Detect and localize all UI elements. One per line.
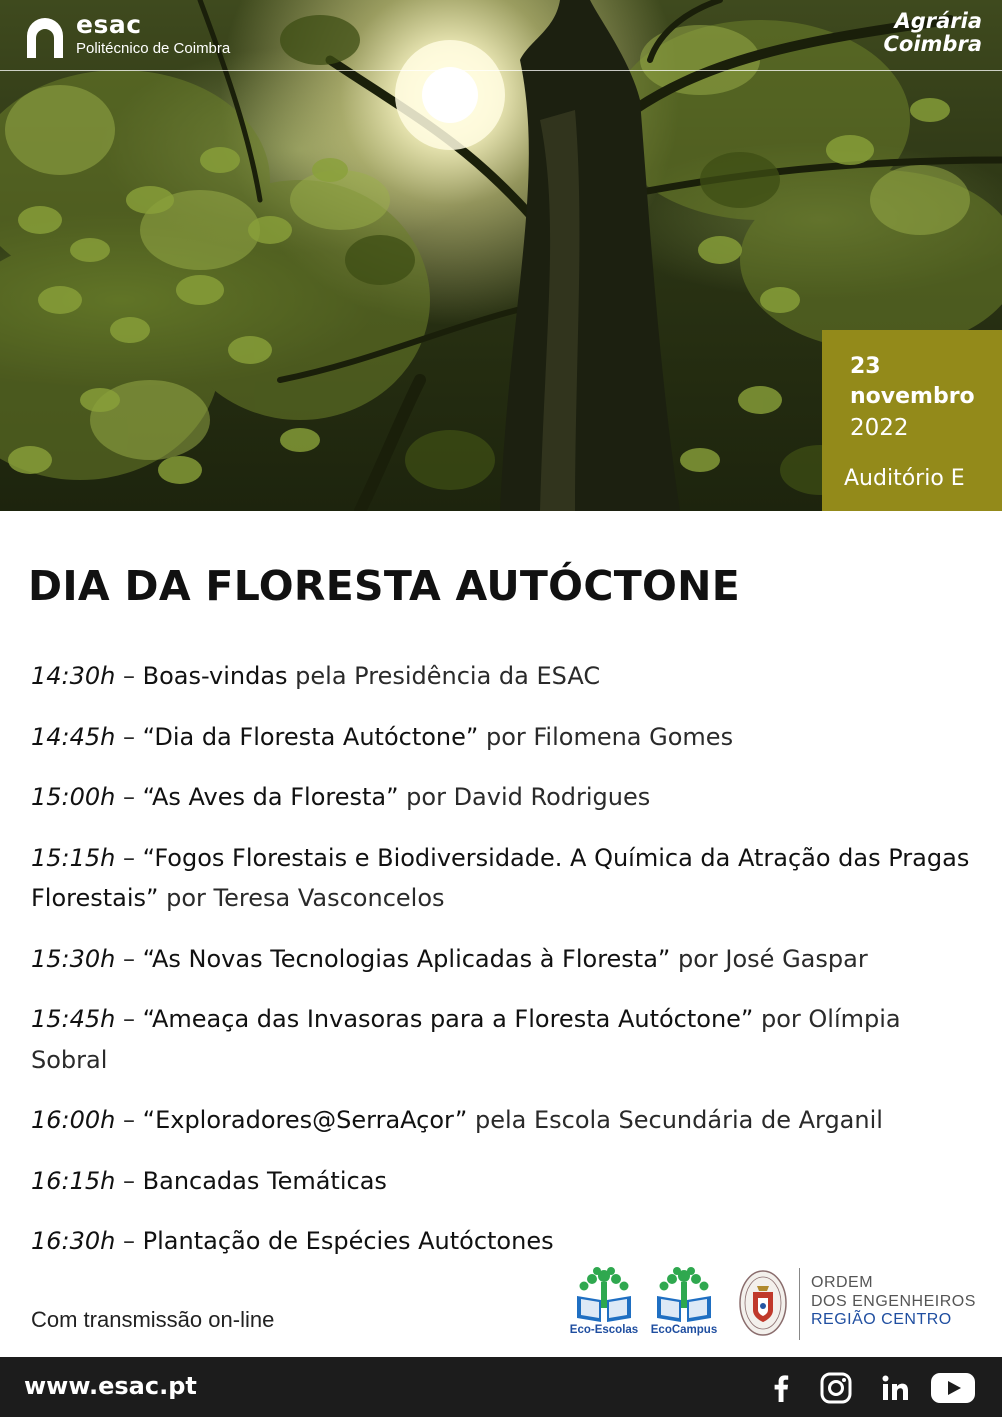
program-item (31, 1161, 971, 1202)
program-time: 14:30h (31, 662, 116, 690)
program-time: 16:15h (31, 1166, 116, 1195)
program-item (31, 999, 971, 1080)
ordem-line2: DOS ENGENHEIROS (811, 1292, 976, 1310)
program-item (31, 1221, 971, 1262)
program-speaker: por José Gaspar (670, 944, 868, 973)
esac-logo-text (76, 12, 230, 59)
ecocampus-tree-icon (653, 1266, 715, 1324)
program-item (31, 717, 971, 758)
event-date-box (822, 330, 1002, 511)
program-speaker: pela Escola Secundária de Arganil (467, 1106, 883, 1134)
esac-logo[interactable] (24, 12, 230, 59)
program-topic: Bancadas Temáticas (142, 1166, 387, 1195)
program-item (31, 1100, 971, 1141)
program-item (31, 939, 971, 980)
program-time: 15:15h (31, 843, 116, 872)
program-list (31, 656, 971, 1282)
program-time: 16:30h (31, 1227, 116, 1255)
program-speaker: pela Presidência da ESAC (287, 662, 601, 690)
program-separator: – (115, 944, 143, 973)
program-speaker: por David Rodrigues (398, 783, 651, 811)
ecocampus-logo[interactable] (646, 1266, 722, 1336)
transmission-note: Com transmissão on-line (31, 1307, 275, 1332)
program-item (31, 777, 971, 818)
youtube-icon[interactable] (928, 1371, 978, 1405)
program-topic: “Ameaça das Invasoras para a Floresta Autóctone” (142, 1005, 754, 1033)
program-topic: “Fogos Florestais e Biodiversidade. A Química da Atração das Pragas Florestais” (31, 843, 970, 912)
header-divider (0, 70, 1002, 71)
ordem-engenheiros-logo-text (811, 1274, 976, 1330)
linkedin-icon[interactable] (878, 1371, 912, 1405)
eco-escolas-logo[interactable] (566, 1266, 642, 1336)
ordem-engenheiros-seal-icon[interactable] (738, 1268, 788, 1338)
program-separator: – (115, 1005, 143, 1033)
program-time: 16:00h (31, 1106, 116, 1134)
program-time: 15:00h (31, 783, 116, 811)
event-title: DIA DA FLORESTA AUTÓCTONE (28, 562, 741, 610)
event-year: 2022 (850, 415, 909, 441)
program-topic: “Dia da Floresta Autóctone” (142, 722, 479, 751)
program-topic: Boas-vindas (142, 662, 288, 690)
program-separator: – (115, 722, 143, 751)
program-speaker: por Teresa Vasconcelos (158, 884, 445, 912)
program-separator: – (115, 662, 143, 690)
instagram-icon[interactable] (818, 1371, 854, 1405)
esac-logo-subtitle: Politécnico de Coimbra (76, 40, 231, 57)
program-topic: “Exploradores@SerraAçor” (142, 1106, 468, 1134)
program-speaker: por Filomena Gomes (478, 722, 734, 751)
footer-bar (0, 1357, 1002, 1417)
event-venue: Auditório E (844, 466, 965, 491)
event-day: 23 (850, 354, 881, 379)
program-separator: – (115, 1106, 143, 1134)
partner-logos (566, 1262, 986, 1346)
program-item (31, 656, 971, 697)
program-time: 14:45h (31, 722, 116, 751)
program-item (31, 838, 971, 919)
partners-divider (799, 1268, 800, 1340)
program-separator: – (115, 1166, 143, 1195)
program-separator: – (115, 783, 143, 811)
website-link[interactable]: www.esac.pt (24, 1372, 197, 1400)
program-separator: – (115, 843, 143, 872)
agraria-logo-line1: Agrária (894, 9, 982, 33)
eco-escolas-label: Eco-Escolas (569, 1324, 639, 1336)
program-topic: Plantação de Espécies Autóctones (142, 1227, 554, 1255)
program-speaker: por Olímpia Sobral (31, 1005, 901, 1074)
arch-icon (24, 16, 66, 58)
eco-escolas-tree-icon (573, 1266, 635, 1324)
agraria-logo-line2: Coimbra (883, 32, 982, 56)
agraria-coimbra-logo[interactable] (884, 10, 982, 56)
facebook-icon[interactable] (768, 1371, 794, 1405)
esac-logo-name: esac (76, 10, 142, 39)
program-time: 15:45h (31, 1005, 116, 1033)
hero-image (0, 0, 1002, 511)
ordem-line1: ORDEM (811, 1274, 874, 1291)
event-month: novembro (850, 384, 975, 409)
ordem-line3: REGIÃO CENTRO (811, 1311, 952, 1328)
program-topic: “As Aves da Floresta” (142, 783, 399, 811)
program-separator: – (115, 1227, 143, 1255)
program-time: 15:30h (31, 944, 116, 973)
ecocampus-label: EcoCampus (650, 1324, 718, 1336)
program-topic: “As Novas Tecnologias Aplicadas à Floresta” (142, 944, 671, 973)
